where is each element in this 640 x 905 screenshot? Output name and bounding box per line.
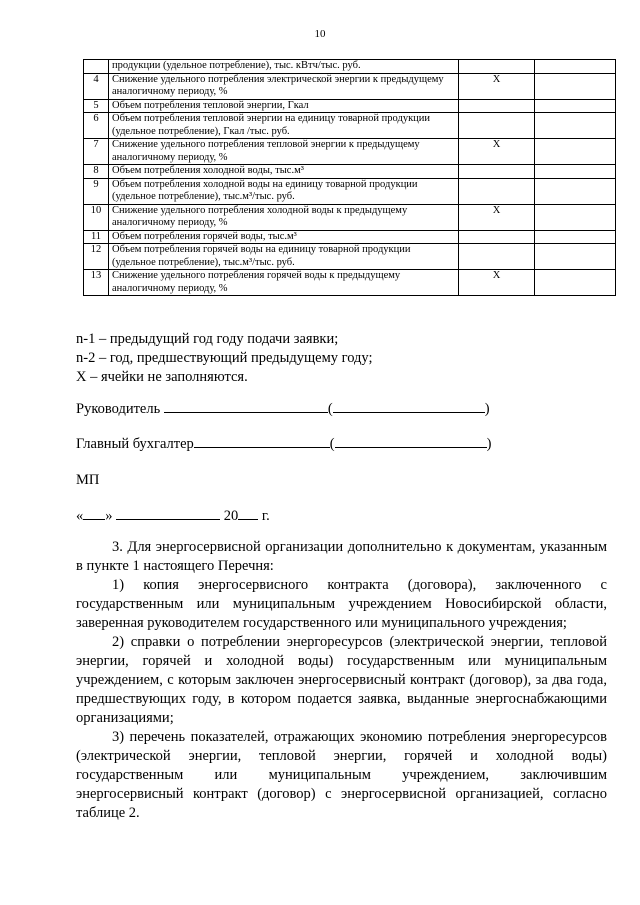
date-century: 20 xyxy=(223,508,239,524)
row-value xyxy=(535,244,616,270)
table-row xyxy=(84,230,616,244)
row-value xyxy=(535,99,616,113)
table-notes xyxy=(76,330,373,387)
head-name-blank[interactable] xyxy=(333,398,485,413)
row-value xyxy=(535,60,616,74)
note-x: Х – ячейки не заполняются. xyxy=(76,369,248,385)
row-mark: Х xyxy=(459,139,535,165)
table-row xyxy=(84,270,616,296)
row-indicator: продукции (удельное потребление), тыс. кВтч/тыс. руб. xyxy=(109,60,459,74)
head-open-paren: ( xyxy=(327,401,333,417)
row-value xyxy=(535,204,616,230)
row-indicator: Снижение удельного потребления холодной воды к предыдущему аналогичному периоду, % xyxy=(109,204,459,230)
row-number: 8 xyxy=(84,165,109,179)
table-row xyxy=(84,113,616,139)
section-3-intro: 3. Для энергосервисной организации дополнительно к документам, указанным в пункте 1 настоящего Перечня: xyxy=(76,539,607,574)
row-number: 4 xyxy=(84,73,109,99)
accountant-open-paren: ( xyxy=(329,436,335,452)
note-n1: n-1 – предыдущий год году подачи заявки; xyxy=(76,331,339,347)
row-mark xyxy=(459,99,535,113)
row-mark xyxy=(459,230,535,244)
table-row xyxy=(84,139,616,165)
row-mark: Х xyxy=(459,204,535,230)
row-number: 5 xyxy=(84,99,109,113)
accountant-name-blank[interactable] xyxy=(335,433,487,448)
row-number: 6 xyxy=(84,113,109,139)
row-indicator: Объем потребления горячей воды на единицу товарной продукции (удельное потребление), тыс.м³/тыс. руб. xyxy=(109,244,459,270)
accountant-signature-line xyxy=(76,433,491,453)
page-number: 10 xyxy=(314,28,326,40)
row-number: 13 xyxy=(84,270,109,296)
head-label: Руководитель xyxy=(76,401,161,417)
row-number: 9 xyxy=(84,178,109,204)
table-row xyxy=(84,99,616,113)
row-mark xyxy=(459,244,535,270)
head-signature-blank[interactable] xyxy=(164,398,328,413)
row-number: 11 xyxy=(84,230,109,244)
row-value xyxy=(535,73,616,99)
row-number xyxy=(84,60,109,74)
table-row xyxy=(84,178,616,204)
row-value xyxy=(535,178,616,204)
row-indicator: Объем потребления тепловой энергии на единицу товарной продукции (удельное потребление), Гкал /тыс. руб. xyxy=(109,113,459,139)
row-indicator: Объем потребления горячей воды, тыс.м³ xyxy=(109,230,459,244)
table-row xyxy=(84,73,616,99)
row-indicator: Объем потребления холодной воды, тыс.м³ xyxy=(109,165,459,179)
accountant-label: Главный бухгалтер xyxy=(76,436,194,452)
row-number: 12 xyxy=(84,244,109,270)
row-indicator: Снижение удельного потребления горячей воды к предыдущему аналогичному периоду, % xyxy=(109,270,459,296)
date-day-blank[interactable] xyxy=(83,505,105,520)
date-year-blank[interactable] xyxy=(238,505,258,520)
table-row xyxy=(84,204,616,230)
seal-placeholder: МП xyxy=(76,472,100,488)
row-indicator: Объем потребления тепловой энергии, Гкал xyxy=(109,99,459,113)
head-close-paren: ) xyxy=(484,401,490,417)
row-value xyxy=(535,270,616,296)
note-n2: n-2 – год, предшествующий предыдущему году; xyxy=(76,350,373,366)
row-value xyxy=(535,139,616,165)
row-indicator: Объем потребления холодной воды на единицу товарной продукции (удельное потребление), тыс.м³/тыс. руб. xyxy=(109,178,459,204)
row-mark: Х xyxy=(459,270,535,296)
row-value xyxy=(535,165,616,179)
row-number: 7 xyxy=(84,139,109,165)
row-value xyxy=(535,113,616,139)
date-month-blank[interactable] xyxy=(116,505,220,520)
row-mark xyxy=(459,60,535,74)
section-3-item-1: 1) копия энергосервисного контракта (договора), заключенного с государственным или муниципальным учреждением Новосибирской области, заверенная руководителем государственного или муниципального учреждения; xyxy=(76,577,607,631)
section-3-item-2: 2) справки о потреблении энергоресурсов (электрической энергии, тепловой энергии, горячей и холодной воды) государственным или муниципальным учреждением, с которым заключен энергосервисный контракт (договор), за два года, предшествующих году, в котором подается заявка, выданные энергоснабжающими организациями; xyxy=(76,634,607,726)
row-mark xyxy=(459,178,535,204)
head-signature-line xyxy=(76,398,490,418)
row-value xyxy=(535,230,616,244)
row-mark: Х xyxy=(459,73,535,99)
row-mark xyxy=(459,113,535,139)
accountant-close-paren: ) xyxy=(486,436,492,452)
date-open-quote: « xyxy=(76,508,84,524)
row-number: 10 xyxy=(84,204,109,230)
row-indicator: Снижение удельного потребления тепловой энергии к предыдущему аналогичному периоду, % xyxy=(109,139,459,165)
section-3-item-3: 3) перечень показателей, отражающих экономию потребления энергоресурсов (электрической энергии, тепловой энергии, горячей и холодной воды) государственным или муниципальным учреждением, заключившим энергосервисный контракт (договор) с энергосервисной организацией, согласно таблице 2. xyxy=(76,729,607,821)
table-row xyxy=(84,165,616,179)
date-line xyxy=(76,505,270,525)
section-3 xyxy=(76,538,607,823)
table-row xyxy=(84,60,616,74)
row-indicator: Снижение удельного потребления электрической энергии к предыдущему аналогичному периоду, % xyxy=(109,73,459,99)
row-mark xyxy=(459,165,535,179)
table-row xyxy=(84,244,616,270)
date-close-quote: » xyxy=(105,508,113,524)
accountant-signature-blank[interactable] xyxy=(194,433,330,448)
indicators-table xyxy=(83,59,616,296)
date-suffix: г. xyxy=(261,508,270,524)
